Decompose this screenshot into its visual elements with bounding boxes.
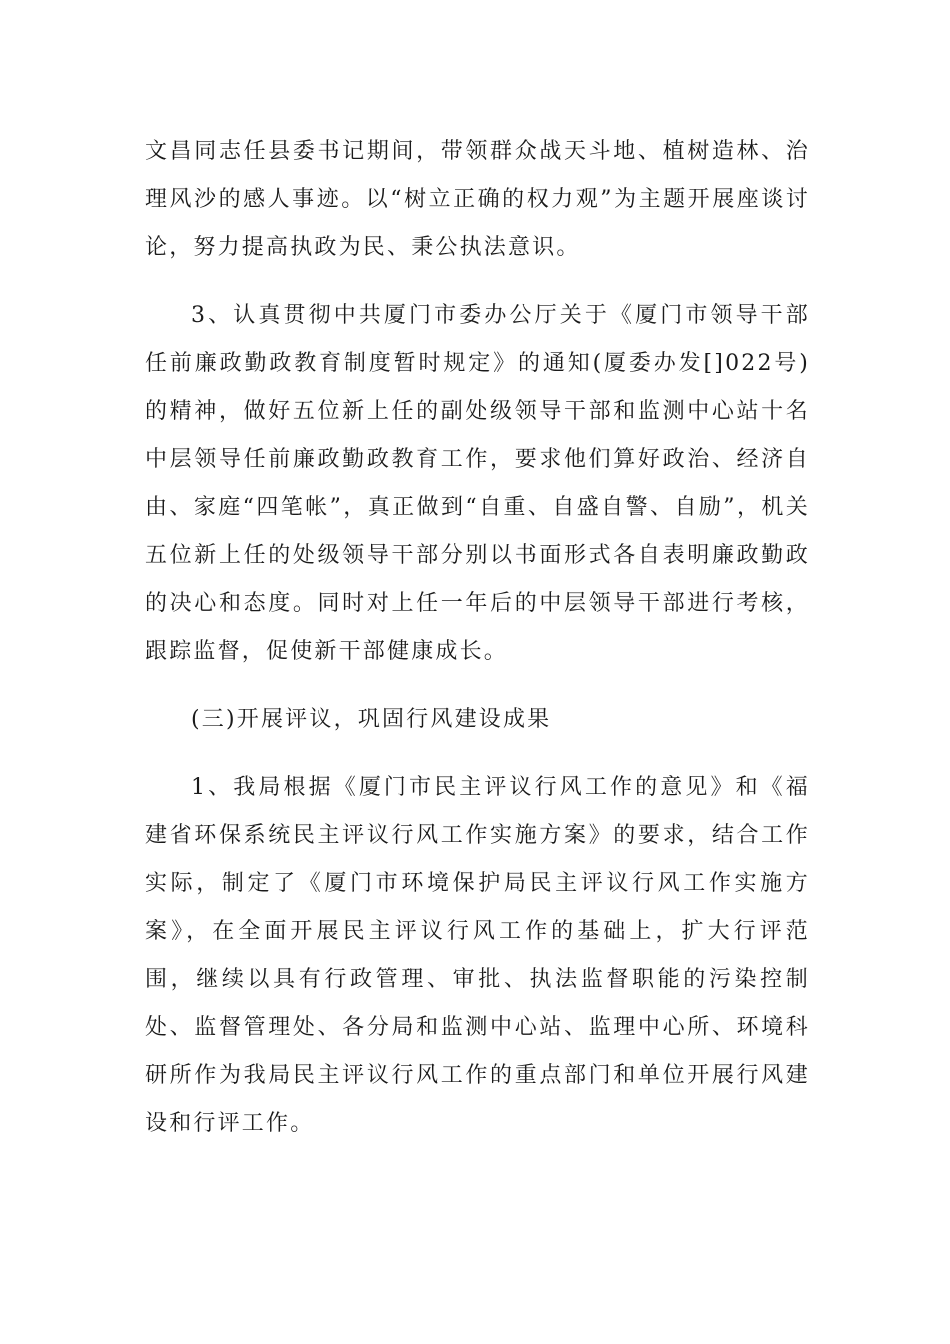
paragraph-2: 3、认真贯彻中共厦门市委办公厅关于《厦门市领导干部任前廉政勤政教育制度暂时规定》的通知(厦委办发[]022号)的精神，做好五位新上任的副处级领导干部和监测中心站十名中层领导任前廉政勤政教育工作，要求他们算好政治、经济自由、家庭“四笔帐”，真正做到“自重、自盛自警、自励”，机关五位新上任的处级领导干部分别以书面形式各自表明廉政勤政的决心和态度。同时对上任一年后的中层领导干部进行考核，跟踪监督，促使新干部健康成长。 <box>145 303 810 664</box>
paragraph-3: 1、我局根据《厦门市民主评议行风工作的意见》和《福建省环保系统民主评议行风工作实施方案》的要求，结合工作实际，制定了《厦门市环境保护局民主评议行风工作实施方案》，在全面开展民主评议行风工作的基础上，扩大行评范围，继续以具有行政管理、审批、执法监督职能的污染控制处、监督管理处、各分局和监测中心站、监理中心所、环境科研所作为我局民主评议行风工作的重点部门和单位开展行风建设和行评工作。 <box>145 775 810 1136</box>
section-heading: (三)开展评议，巩固行风建设成果 <box>191 707 552 732</box>
document-body <box>145 128 810 1148</box>
paragraph-1: 文昌同志任县委书记期间，带领群众战天斗地、植树造林、治理风沙的感人事迹。以“树立正确的权力观”为主题开展座谈讨论，努力提高执政为民、秉公执法意识。 <box>145 139 810 260</box>
